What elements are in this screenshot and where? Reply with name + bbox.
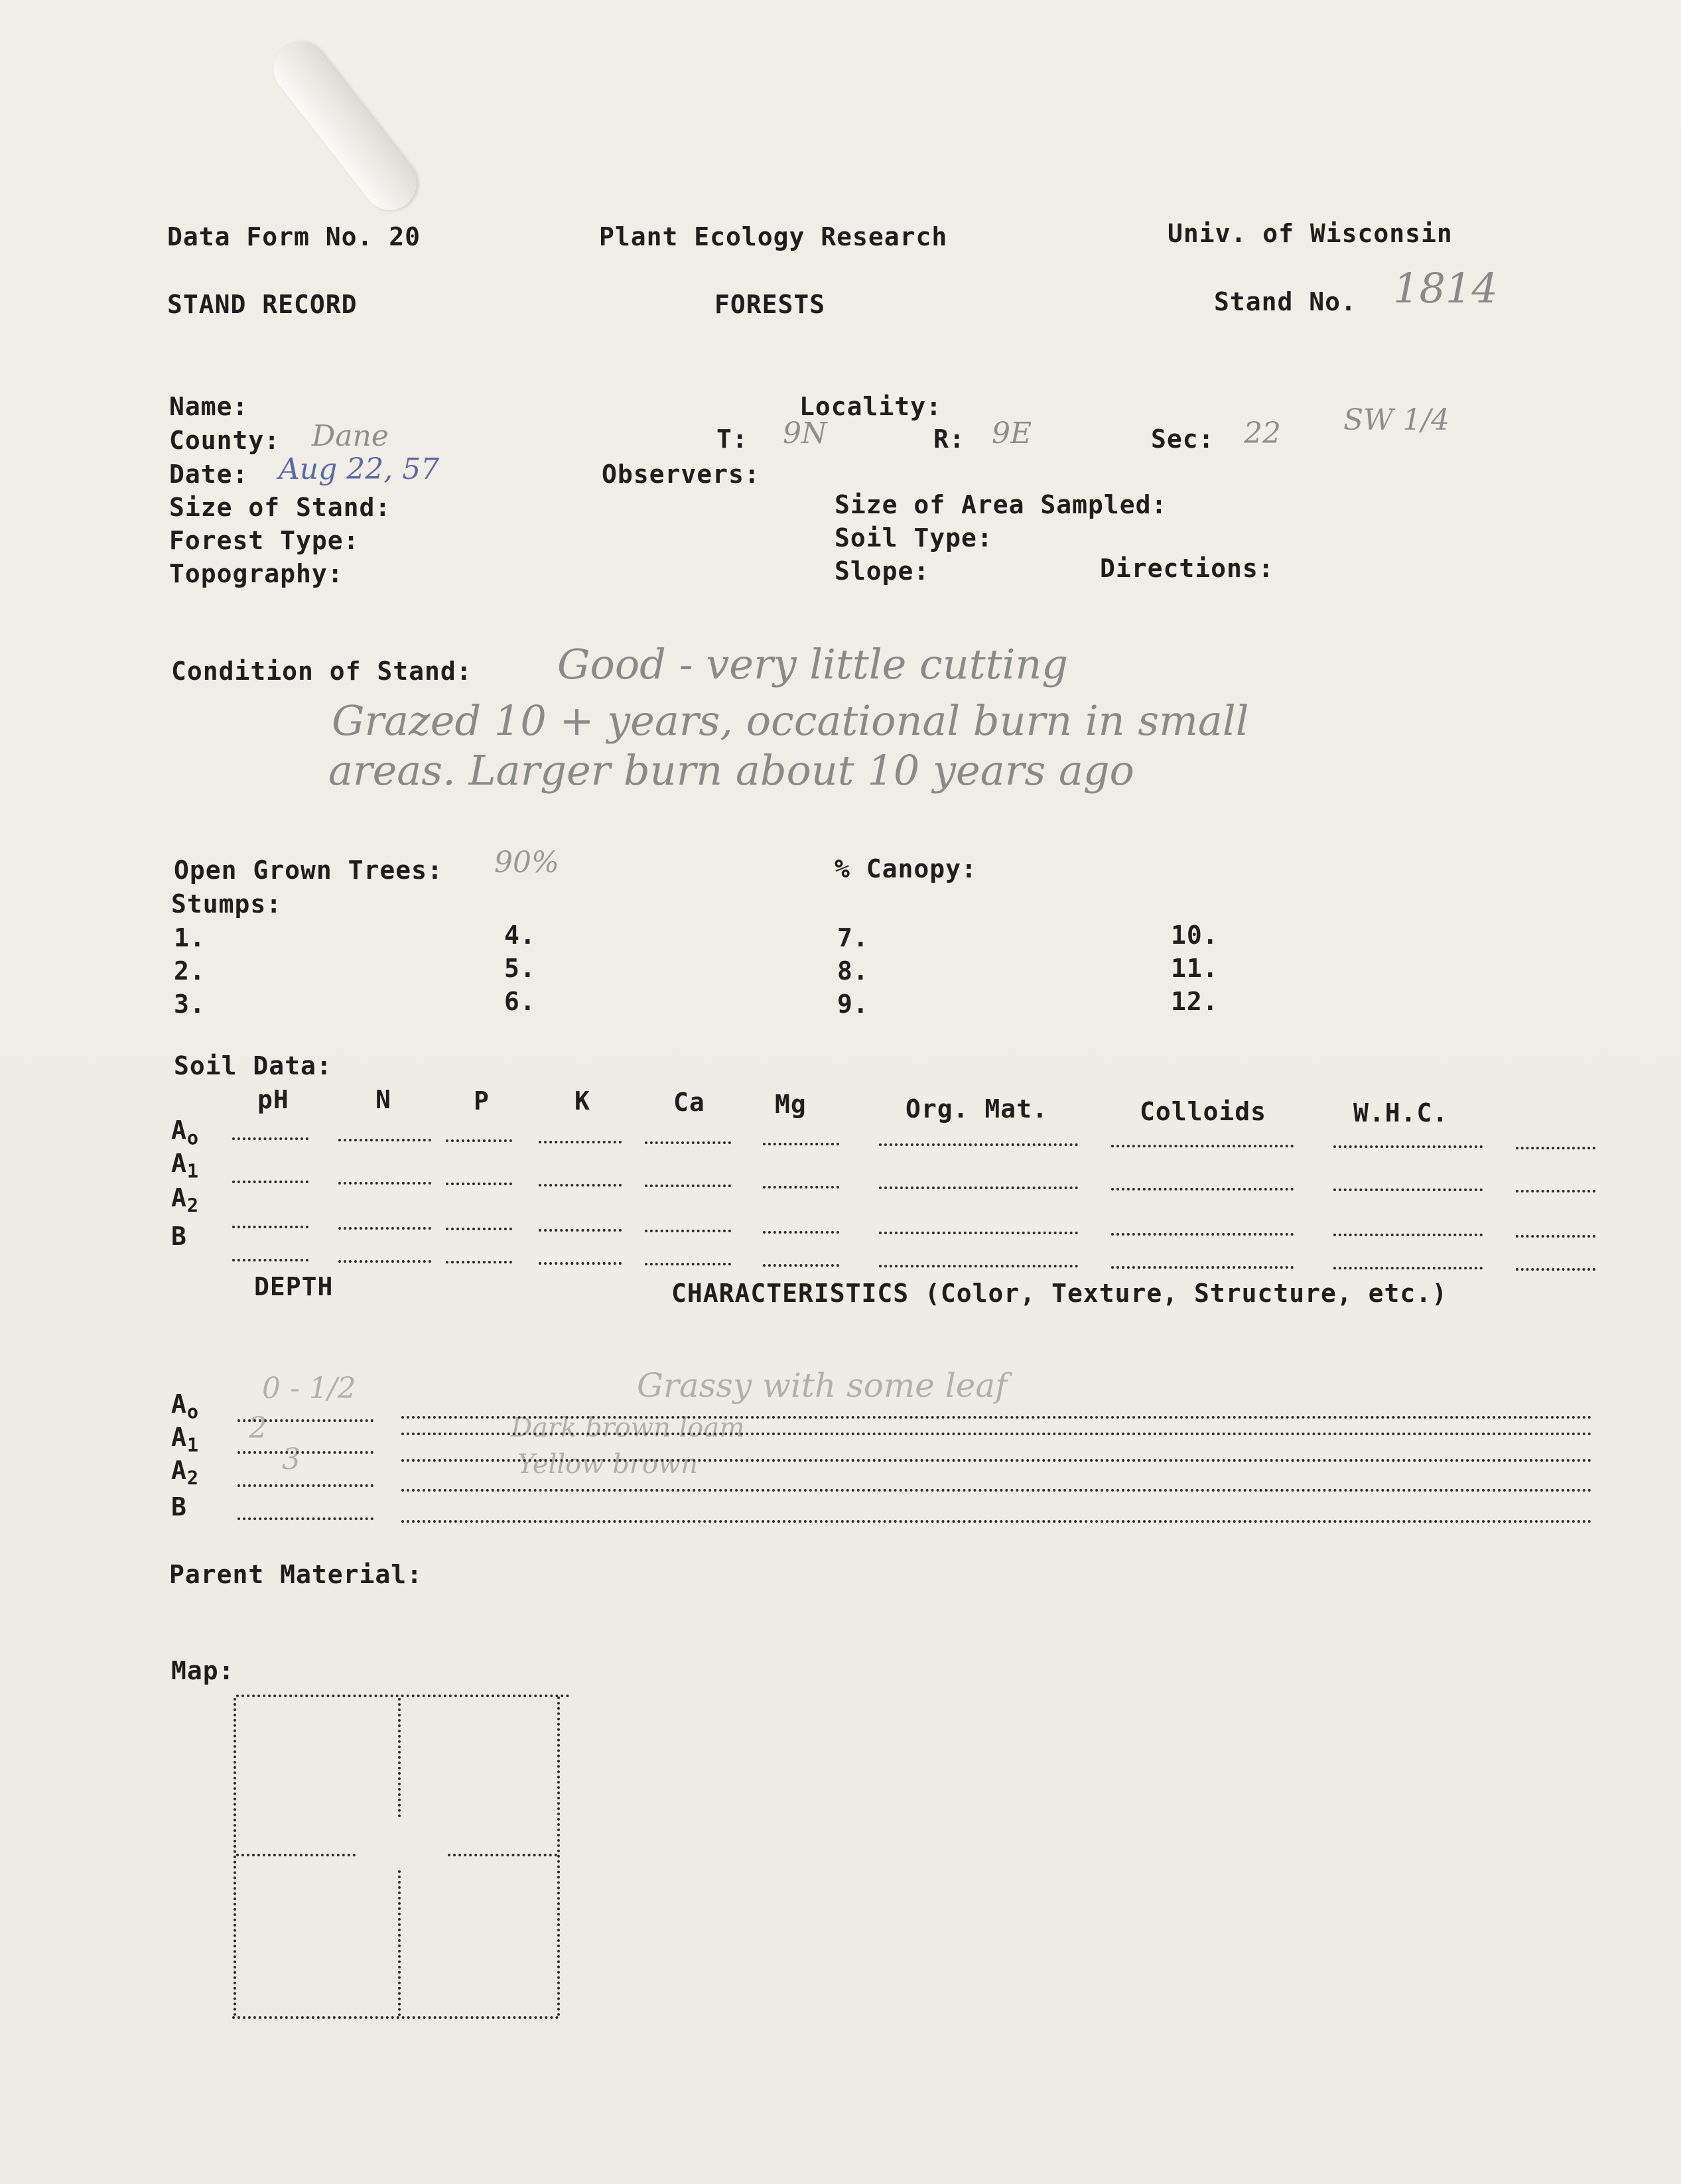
- soil-cell-line: [446, 1228, 512, 1230]
- depth-horizon-a2: $A_2$: [171, 1456, 200, 1490]
- section-label: Sec:: [1151, 424, 1215, 454]
- depth-value-a1: 2: [249, 1411, 267, 1445]
- horizon-a1: $A_1$: [171, 1149, 200, 1183]
- county-label: County:: [169, 426, 281, 455]
- stump-1: 1.: [174, 923, 206, 952]
- stump-3: 3.: [174, 990, 206, 1019]
- char-value-a0: Grassy with some leaf: [637, 1366, 1008, 1405]
- soil-cell-line: [879, 1265, 1078, 1267]
- soil-cell-line: [539, 1141, 622, 1143]
- map-top-edge: [236, 1695, 569, 1697]
- record-title: STAND RECORD: [167, 290, 358, 319]
- map-label: Map:: [171, 1656, 235, 1685]
- locality-label: Locality:: [799, 392, 942, 421]
- soil-cell-line: [338, 1227, 431, 1230]
- stump-2: 2.: [174, 956, 206, 986]
- stumps-label: Stumps:: [171, 889, 283, 919]
- stump-5: 5.: [504, 954, 536, 983]
- topography-label: Topography:: [169, 559, 344, 588]
- stump-11: 11.: [1171, 954, 1219, 983]
- char-line-a0b: [401, 1433, 1592, 1435]
- observers-label: Observers:: [602, 460, 760, 489]
- stand-number-label: Stand No.: [1214, 287, 1357, 316]
- depth-line-b: [237, 1517, 373, 1520]
- size-of-stand-label: Size of Stand:: [169, 493, 391, 522]
- stump-8: 8.: [837, 956, 869, 986]
- condition-line-3: areas. Larger burn about 10 years ago: [328, 746, 1134, 795]
- char-value-a1: Dark brown loam: [511, 1413, 745, 1443]
- soil-cell-line: [1111, 1233, 1294, 1236]
- name-label: Name:: [169, 392, 249, 421]
- soil-cell-line: [1516, 1235, 1595, 1238]
- soil-cell-line: [645, 1263, 731, 1265]
- soil-data-label: Soil Data:: [174, 1051, 332, 1080]
- char-line-a2: [401, 1489, 1592, 1492]
- soil-cell-line: [1111, 1145, 1294, 1147]
- soil-cell-line: [539, 1229, 622, 1232]
- depth-value-a0: 0 - 1/2: [262, 1372, 356, 1405]
- map-center-right: [448, 1854, 557, 1856]
- section-value: 22: [1244, 417, 1281, 450]
- soil-cell-line: [1333, 1234, 1483, 1236]
- date-value: Aug 22, 57: [279, 452, 440, 486]
- soil-col-k: K: [574, 1086, 590, 1116]
- section-quarter: SW 1/4: [1343, 403, 1450, 437]
- county-value: Dane: [312, 419, 389, 453]
- map-right-edge: [557, 1697, 560, 2016]
- soil-cell-line: [1111, 1266, 1294, 1269]
- map-bottom-edge: [232, 2016, 559, 2019]
- stump-9: 9.: [837, 990, 869, 1019]
- condition-line-2: Grazed 10 + years, occational burn in small: [332, 696, 1249, 745]
- university: Univ. of Wisconsin: [1168, 219, 1453, 248]
- soil-col-whc: W.H.C.: [1353, 1098, 1449, 1127]
- soil-cell-line: [1333, 1188, 1483, 1191]
- soil-cell-line: [879, 1187, 1078, 1189]
- soil-cell-line: [446, 1183, 512, 1185]
- soil-cell-line: [232, 1137, 308, 1140]
- condition-line-1: Good - very little cutting: [557, 640, 1068, 688]
- soil-cell-line: [645, 1141, 731, 1144]
- range-value: 9E: [992, 417, 1032, 450]
- paper-clip-mark: [263, 31, 427, 221]
- range-label: R:: [933, 424, 965, 454]
- soil-type-label: Soil Type:: [835, 523, 993, 552]
- soil-cell-line: [763, 1231, 839, 1234]
- soil-cell-line: [338, 1260, 431, 1263]
- depth-line-a0: [237, 1419, 373, 1422]
- soil-cell-line: [1111, 1188, 1294, 1190]
- slope-label: Slope:: [835, 556, 930, 586]
- soil-cell-line: [645, 1230, 731, 1232]
- soil-cell-line: [539, 1262, 622, 1265]
- soil-cell-line: [446, 1139, 512, 1142]
- parent-material-label: Parent Material:: [169, 1560, 423, 1589]
- soil-col-colloids: Colloids: [1140, 1097, 1267, 1126]
- stump-12: 12.: [1171, 987, 1219, 1016]
- depth-horizon-a0: $A_o$: [171, 1389, 200, 1423]
- horizon-a2: $A_2$: [171, 1183, 200, 1217]
- soil-cell-line: [1333, 1267, 1483, 1269]
- char-line-a1: [401, 1459, 1592, 1462]
- soil-cell-line: [763, 1186, 839, 1188]
- soil-cell-line: [232, 1259, 308, 1261]
- depth-label: DEPTH: [254, 1272, 334, 1301]
- soil-cell-line: [338, 1139, 431, 1141]
- stump-6: 6.: [504, 987, 536, 1016]
- soil-cell-line: [763, 1264, 839, 1267]
- forest-type-label: Forest Type:: [169, 526, 360, 555]
- horizon-a0: $A_o$: [171, 1116, 200, 1149]
- canopy-label: % Canopy:: [835, 854, 977, 883]
- depth-horizon-a1: $A_1$: [171, 1423, 200, 1456]
- stump-4: 4.: [504, 921, 536, 950]
- map-center-left: [236, 1854, 356, 1856]
- char-line-a0: [401, 1416, 1592, 1419]
- date-label: Date:: [169, 460, 249, 489]
- soil-col-org-mat: Org. Mat.: [906, 1094, 1048, 1124]
- depth-line-a2: [237, 1484, 373, 1487]
- soil-cell-line: [338, 1182, 431, 1185]
- research-title: Plant Ecology Research: [599, 222, 948, 251]
- soil-cell-line: [1516, 1147, 1595, 1149]
- record-type: FORESTS: [714, 290, 826, 319]
- depth-line-a1: [237, 1451, 373, 1454]
- soil-cell-line: [879, 1232, 1078, 1234]
- open-grown-trees-value: 90%: [494, 846, 559, 879]
- soil-cell-line: [232, 1226, 308, 1228]
- map-center-top: [398, 1698, 401, 1817]
- township-label: T:: [716, 424, 748, 454]
- char-value-a2: Yellow brown: [517, 1449, 699, 1480]
- open-grown-trees-label: Open Grown Trees:: [174, 856, 443, 885]
- soil-cell-line: [446, 1261, 512, 1263]
- soil-cell-line: [763, 1143, 839, 1145]
- township-value: 9N: [783, 417, 827, 450]
- horizon-b: B: [171, 1222, 187, 1251]
- stump-7: 7.: [837, 923, 869, 952]
- char-line-b: [401, 1520, 1592, 1523]
- stump-10: 10.: [1171, 921, 1219, 950]
- soil-col-p: P: [474, 1086, 490, 1116]
- directions-label: Directions:: [1100, 554, 1274, 583]
- soil-cell-line: [232, 1181, 308, 1183]
- soil-cell-line: [539, 1184, 622, 1187]
- characteristics-label: CHARACTERISTICS (Color, Texture, Structure, etc.): [671, 1279, 1448, 1308]
- soil-cell-line: [879, 1143, 1078, 1146]
- soil-col-n: N: [375, 1085, 391, 1114]
- condition-label: Condition of Stand:: [171, 657, 472, 686]
- soil-cell-line: [1516, 1268, 1595, 1271]
- size-of-area-label: Size of Area Sampled:: [835, 490, 1168, 519]
- map-left-edge: [234, 1698, 236, 2016]
- soil-col-mg: Mg: [775, 1090, 807, 1119]
- map-center-bottom: [398, 1870, 401, 2016]
- soil-col-ph: pH: [257, 1085, 289, 1114]
- stand-number-value: 1814: [1393, 264, 1498, 312]
- soil-col-ca: Ca: [673, 1088, 705, 1117]
- soil-cell-line: [645, 1185, 731, 1187]
- depth-value-a2: 3: [282, 1443, 301, 1476]
- form-number: Data Form No. 20: [167, 222, 421, 251]
- soil-cell-line: [1516, 1190, 1595, 1192]
- depth-horizon-b: B: [171, 1492, 187, 1521]
- soil-cell-line: [1333, 1145, 1483, 1148]
